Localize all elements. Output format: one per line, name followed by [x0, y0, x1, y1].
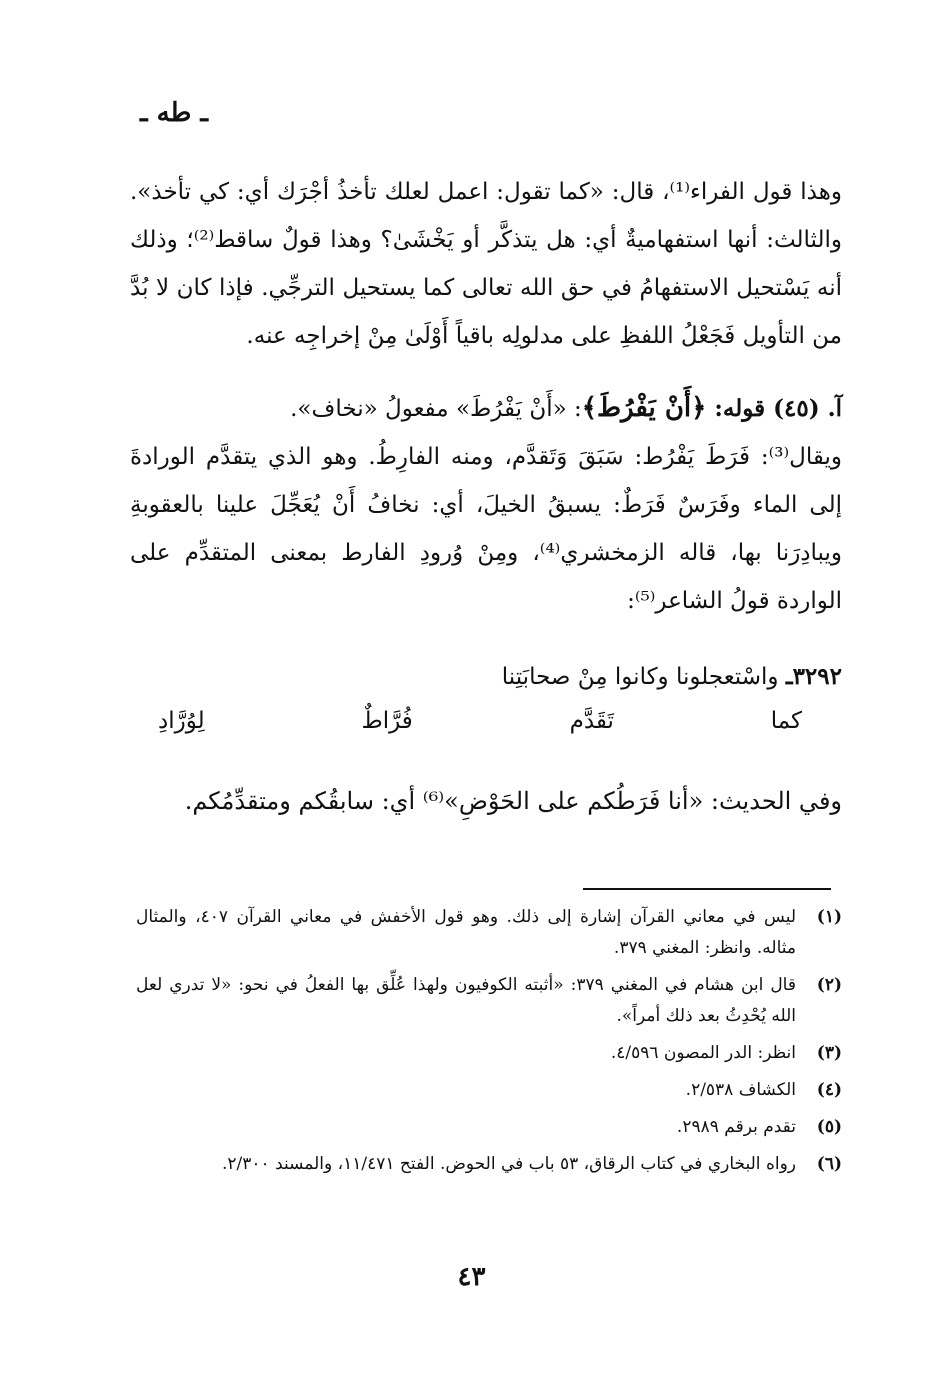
footnote-item — [136, 1149, 842, 1180]
paragraph-3: ويقال⁽³⁾: فَرَطَ يَفْرُط: سَبَقَ وَتَقدَّم، ومنه الفارِطُ. وهو الذي يتقدَّم الورادةَ إلى الماء وفَرَسٌ فَرَطٌ: يسبقُ الخيلَ، أي: نخافُ أَنْ يُعَجِّلَ علينا بالعقوبةِ ويبادِرَنا بها، قاله الزمخشري⁽⁴⁾، ومِنْ وُرودِ الفارط بمعنى المتقدِّم على الواردة قولُ الشاعر⁽⁵⁾: — [130, 444, 842, 614]
footnote-number: (١) — [816, 907, 842, 927]
verse-first-hemistich: واسْتعجلونا وكانوا مِنْ صحابَتِنا — [501, 664, 779, 690]
footnote-item — [136, 1112, 842, 1143]
poetry-verse — [130, 655, 842, 743]
footnote-text: تقدم برقم ٢٩٨٩. — [676, 1117, 796, 1137]
paragraph-2-prefix: آ. (٤٥) قوله: — [706, 395, 842, 422]
verse-word: كما — [770, 708, 802, 734]
paragraph-2-suffix: : «أَنْ يَفْرُطَ» مفعولُ «نخاف». — [290, 396, 582, 422]
paragraph-2 — [130, 384, 842, 433]
footnote-number: (٣) — [816, 1043, 842, 1063]
footnote-item — [136, 902, 842, 964]
paragraph-1: وهذا قول الفراء⁽¹⁾، قال: «كما تقول: اعمل لعلك تأخذُ أجْرَك أي: كي تأخذ». والثالث: أنها استفهاميةٌ أي: هل يتذكَّر أو يَخْشَىٰ؟ وهذا قولٌ ساقط⁽²⁾؛ وذلك أنه يَسْتحيل الاستفهامُ في حق الله تعالى كما يستحيل الترجِّي. فإذا كان لا بُدَّ من التأويل فَجَعْلُ اللفظِ على مدلولِه باقياً أَوْلَىٰ مِنْ إخراجِه عنه. — [130, 179, 842, 349]
running-head: ـ طه ـ — [140, 98, 208, 128]
footnote-item — [136, 970, 842, 1032]
footnote-number: (٤) — [816, 1080, 842, 1100]
verse-word: تَقَدَّم — [569, 708, 614, 734]
footnote-number: (٦) — [816, 1154, 842, 1174]
footnote-text: ليس في معاني القرآن إشارة إلى ذلك. وهو قول الأخفش في معاني القرآن ٤٠٧، والمثال مثاله. وانظر: المغني ٣٧٩. — [136, 907, 796, 958]
footnotes — [136, 902, 842, 1186]
footnote-number: (٢) — [816, 975, 842, 995]
main-text — [130, 168, 842, 847]
footnote-text: انظر: الدر المصون ٤/٥٩٦. — [610, 1043, 796, 1063]
verse-line-1 — [130, 655, 842, 699]
verse-number: ٣٢٩٢ـ — [785, 663, 842, 690]
verse-line-2 — [130, 699, 842, 743]
quranic-phrase: ﴿أَنْ يَفْرُطَ﴾ — [581, 393, 707, 423]
footnote-item — [136, 1038, 842, 1069]
footnote-text: الكشاف ٢/٥٣٨. — [685, 1080, 796, 1100]
footnote-item — [136, 1075, 842, 1106]
page-number: ٤٣ — [457, 1262, 486, 1292]
footnote-text: قال ابن هشام في المغني ٣٧٩: «أثبته الكوفيون ولهذا عُلِّق بها الفعلُ في نحو: «لا تدري لعل الله يُحْدِثُ بعد ذلك أمراً». — [136, 975, 796, 1026]
footnote-separator — [583, 888, 831, 890]
footnote-number: (٥) — [816, 1117, 842, 1137]
verse-word: لِوُرَّادِ — [158, 708, 205, 734]
footnote-text: رواه البخاري في كتاب الرقاق، ٥٣ باب في الحوض. الفتح ١١/٤٧١، والمسند ٢/٣٠٠. — [222, 1154, 796, 1174]
verse-word: فُرَّاطٌ — [361, 708, 413, 734]
hadith-line: وفي الحديث: «أنا فَرَطُكم على الحَوْضِ»⁽⁶⁾ أي: سابقُكم ومتقدِّمُكم. — [184, 787, 842, 815]
